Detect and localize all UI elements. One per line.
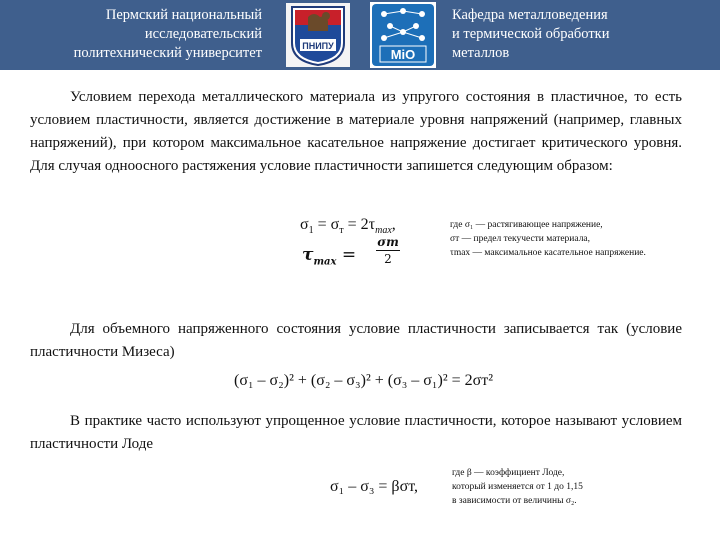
pnipu-logo	[286, 3, 350, 67]
note-line: где β — коэффициент Лоде,	[452, 468, 565, 478]
mio-department-logo	[370, 2, 436, 68]
university-name-line: Пермский национальный	[105, 7, 262, 23]
department-name-line: металлов	[452, 45, 510, 61]
fraction-numerator: σт	[377, 235, 399, 249]
paragraph-text: В практике часто используют упрощенное условие пластичности, которое называют условием пластичности Лоде	[30, 413, 682, 452]
fraction-denominator: 2	[384, 252, 392, 266]
department-name-line: и термической обработки	[452, 26, 610, 42]
note-line: в зависимости от величины σ₂.	[452, 496, 577, 506]
university-name-line: политехнический университет	[73, 45, 262, 61]
formula-uniaxial: $\sigma_1 = \sigma_т = 2\tau_{max}$,	[300, 216, 396, 237]
note-line: который изменяется от 1 до 1,15	[452, 482, 583, 492]
fraction-sigma-t-over-2	[376, 235, 400, 266]
formula-lode: σ₁ – σ₃ = βσт,	[330, 478, 418, 495]
university-name	[0, 6, 262, 63]
pnipu-logo-text: ПНИПУ	[302, 41, 334, 51]
paragraph-text: Условием перехода металлического материала из упругого состояния в пластичное, то есть условием пластичности, является достижение в материале уровня напряжений (например, главных напряжений), при котором максимальное касательное напряжение достигает критического уровня. Для случая одноосного растяжения условие пластичности запишется следующим образом:	[30, 89, 682, 174]
fraction-bar	[376, 250, 400, 251]
paragraph-plasticity-definition	[30, 86, 682, 178]
note-lode	[452, 466, 583, 508]
header-bar	[0, 0, 720, 70]
formula-von-mises: (σ₁ – σ₂)² + (σ₂ – σ₃)² + (σ₃ – σ₁)² = 2σт²	[234, 372, 494, 389]
paragraph-lode	[30, 410, 682, 456]
note-line: где σ₁ — растягивающее напряжение,	[450, 220, 603, 230]
paragraph-von-mises	[30, 318, 682, 364]
note-line: σт — предел текучести материала,	[450, 234, 591, 244]
paragraph-text: Для объемного напряженного состояния условие пластичности записывается так (условие пластичности Мизеса)	[30, 321, 682, 360]
department-name	[452, 6, 714, 63]
formula-tau-max: $\tau_{max}$ =	[302, 245, 357, 268]
note-uniaxial	[450, 218, 646, 260]
university-name-line: исследовательский	[144, 26, 262, 42]
note-line: τmax — максимальное касательное напряжение.	[450, 248, 646, 258]
department-name-line: Кафедра металловедения	[452, 7, 608, 23]
mio-logo-text: MiO	[390, 47, 416, 62]
